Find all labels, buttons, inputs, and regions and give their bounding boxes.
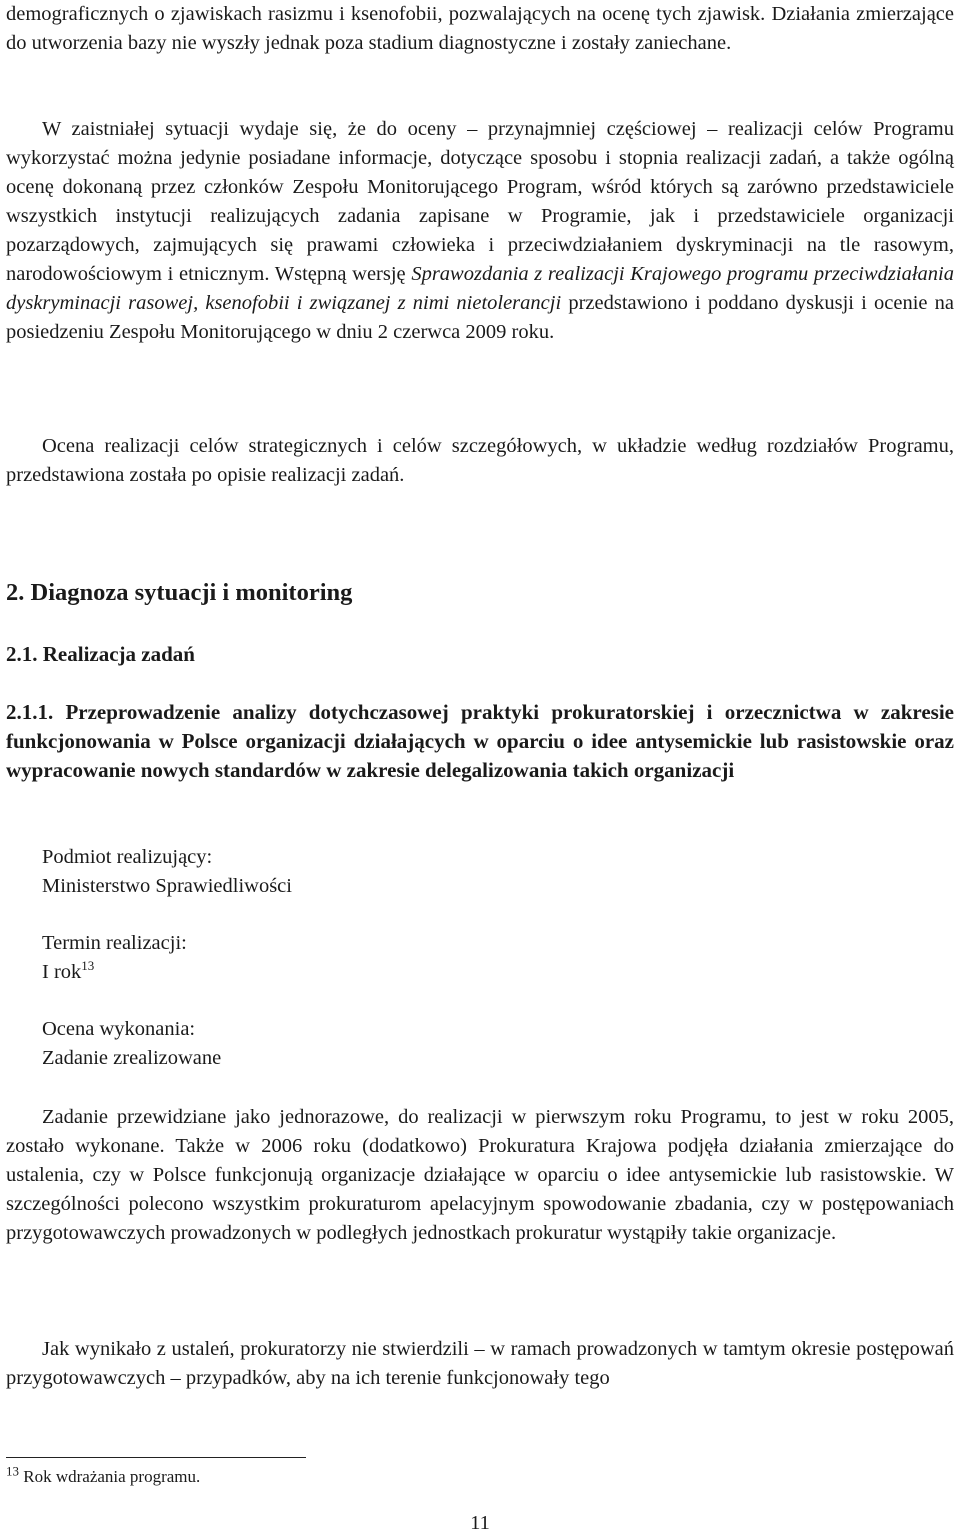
paragraph-findings: Jak wynikało z ustaleń, prokuratorzy nie stwierdzili – w ramach prowadzonych w tamtym okresie postępowań przygotowawczych – przypadków, aby na ich terenie funkcjonowały tego	[6, 1338, 954, 1389]
task-details	[6, 843, 954, 1073]
report-title-italic: Sprawozdania z realizacji Krajowego programu przeciwdziałania dyskryminacji rasowej, ksenofobii i związanej z nimi nietolerancji	[6, 263, 954, 314]
paragraph-text: W zaistniałej sytuacji wydaje się, że do oceny – przynajmniej częściowej – realizacji celów Programu wykorzystać można jedynie posiadane informacje, dotyczące sposobu i stopnia realizacji zadań, a także ogólną ocenę dokonaną przez członków Zespołu Monitorującego Program, wśród których są zarówno przedstawiciele wszystkich instytucji realizujących zadania zapisane w Programie, jak i przedstawiciele organizacji pozarządowych, zajmujących się prawami człowieka i przeciwdziałaniem dyskryminacji na tle rasowym, narodowościowym i etnicznym. Wstępną wersję	[6, 118, 954, 285]
footnote-ref: 13	[81, 958, 95, 974]
paragraph-task-completion: Zadanie przewidziane jako jednorazowe, do realizacji w pierwszym roku Programu, to jest w roku 2005, zostało wykonane. Także w 2006 roku (dodatkowo) Prokuratura Krajowa podjęła działania zmierzające do ustalenia, czy w Polsce funkcjonują organizacje działające w oparciu o idee antysemickie lub rasistowskie. W szczególności polecono wszystkim prokuraturom apelacyjnym spowodowanie zbadania, czy w postępowaniach przygotowawczych prowadzonych w podległych jednostkach prokuratur wystąpiły takie organizacje.	[6, 1106, 954, 1244]
deadline-value	[42, 958, 954, 987]
assessment-value: Zadanie zrealizowane	[42, 1047, 222, 1069]
footnote	[6, 1463, 201, 1488]
subsection-heading: 2.1. Realizacja zadań	[6, 642, 195, 666]
footnote-number: 13	[6, 1463, 19, 1479]
assessment-label: Ocena wykonania:	[42, 1018, 196, 1040]
deadline-label: Termin realizacji:	[42, 932, 187, 954]
deadline-text: I rok	[42, 961, 82, 983]
section-heading: 2. Diagnoza sytuacji i monitoring	[6, 579, 353, 606]
footnote-divider	[6, 1457, 306, 1458]
page-number: 11	[470, 1512, 490, 1534]
paragraph-evaluation-method	[6, 115, 954, 347]
entity-label: Podmiot realizujący:	[42, 846, 213, 868]
paragraph-assessment-order: Ocena realizacji celów strategicznych i celów szczegółowych, w układzie według rozdziałów Programu, przedstawiona została po opisie realizacji zadań.	[6, 435, 954, 486]
paragraph-text: przedstawiono i poddano dyskusji i ocenie na posiedzeniu Zespołu Monitorującego w dniu 2 czerwca 2009 roku.	[6, 292, 954, 343]
paragraph-intro-continued: demograficznych o zjawiskach rasizmu i ksenofobii, pozwalających na ocenę tych zjawisk. Działania zmierzające do utworzenia bazy nie wyszły jednak poza stadium diagnostyczne i zostały zaniechane.	[6, 3, 954, 54]
entity-value: Ministerstwo Sprawiedliwości	[42, 875, 292, 897]
footnote-text: Rok wdrażania programu.	[19, 1467, 201, 1486]
task-heading: 2.1.1. Przeprowadzenie analizy dotychczasowej praktyki prokuratorskiej i orzecznictwa w zakresie funkcjonowania w Polsce organizacji działających w oparciu o idee antysemickie lub rasistowskie oraz wypracowanie nowych standardów w zakresie delegalizowania takich organizacji	[6, 700, 954, 782]
